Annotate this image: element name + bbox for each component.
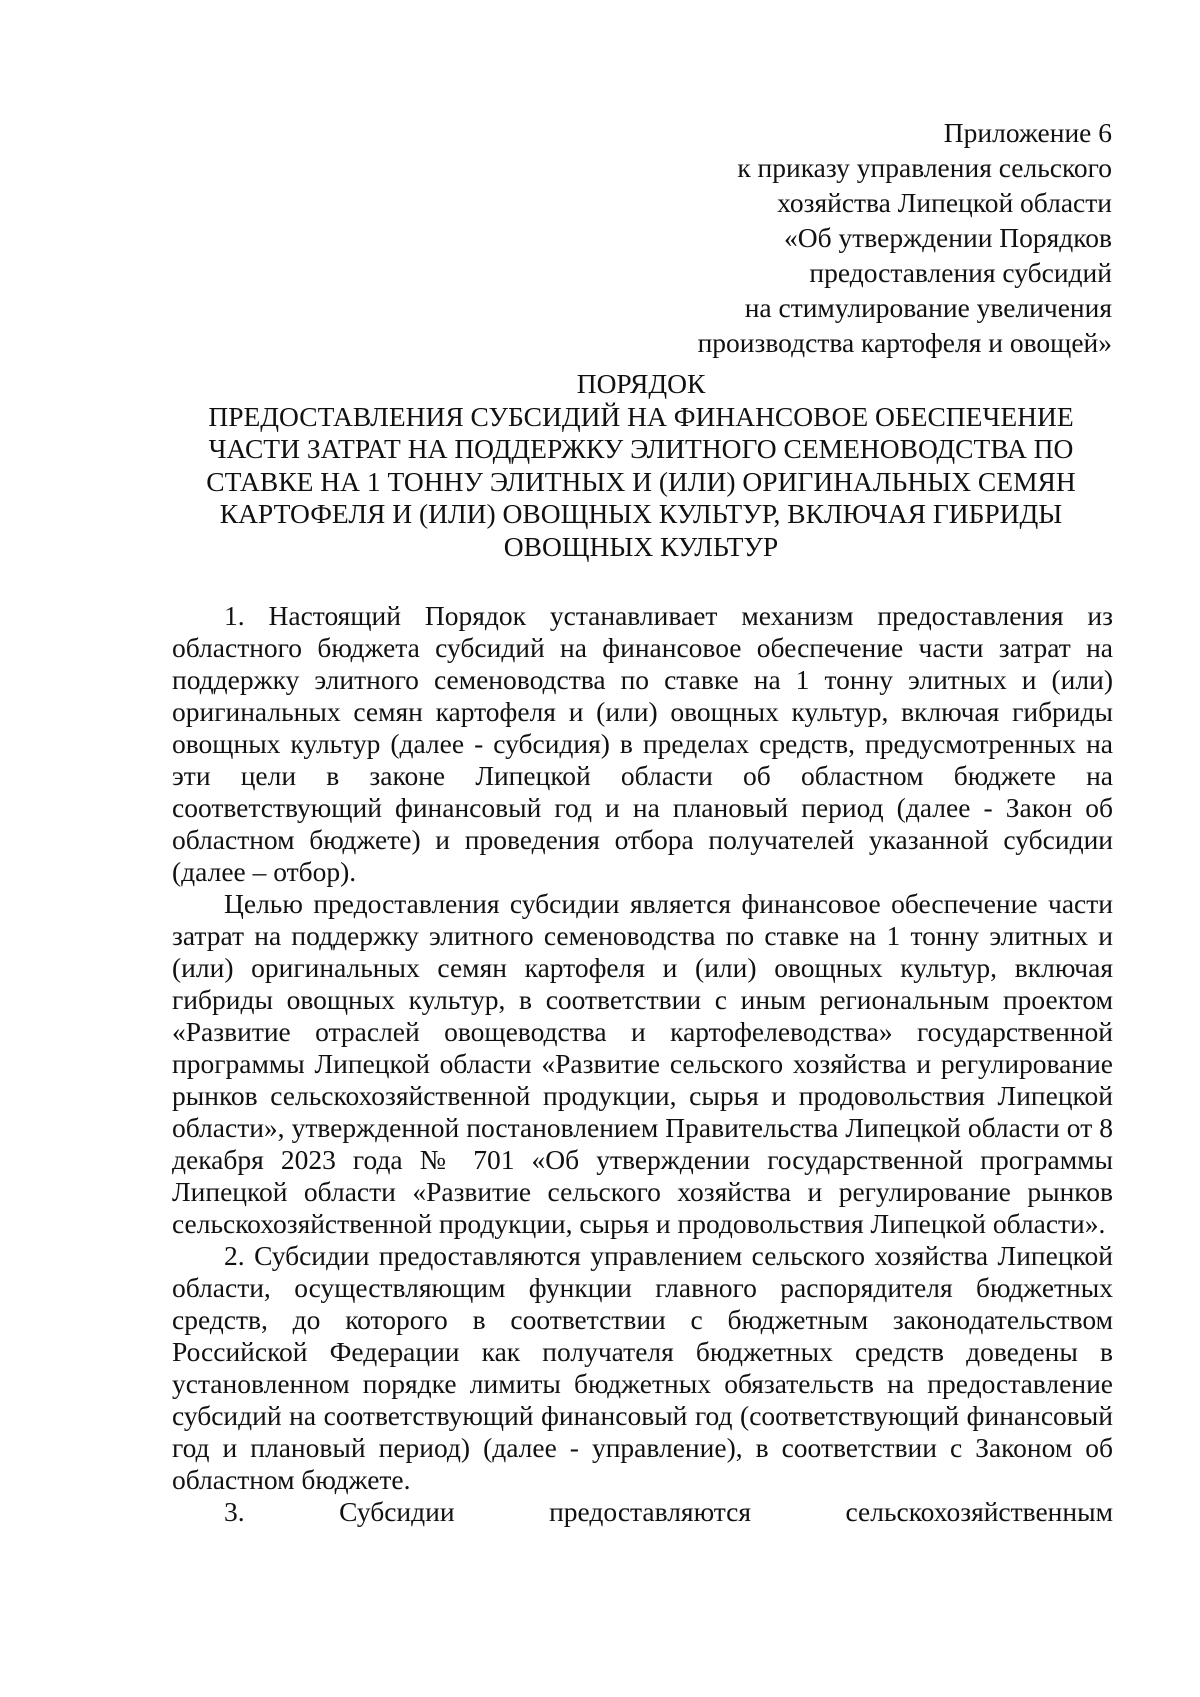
appendix-line: хозяйства Липецкой области	[777, 187, 1112, 218]
appendix-line: предоставления субсидий	[809, 257, 1112, 288]
document-body	[172, 600, 1113, 1528]
appendix-line: «Об утверждении Порядков	[784, 222, 1112, 253]
appendix-header	[698, 115, 1112, 360]
appendix-line: на стимулирование увеличения	[744, 292, 1112, 323]
title-line: ПРЕДОСТАВЛЕНИЯ СУБСИДИЙ НА ФИНАНСОВОЕ ОБЕСПЕЧЕНИЕ	[208, 400, 1074, 432]
paragraph-3: 3. Субсидии предоставляются сельскохозяйственным	[224, 1496, 1113, 1527]
paragraph-purpose: Целью предоставления субсидии является финансовое обеспечение части затрат на поддержку элитного семеноводства по ставке на 1 тонну элитных и (или) оригинальных семян картофеля и (или) овощных культур, включая гибриды овощных культур, в соответствии с иным региональным проектом «Развитие отраслей овощеводства и картофелеводства» государственной программы Липецкой области «Развитие сельского хозяйства и регулирование рынков сельскохозяйственной продукции, сырья и продовольствия Липецкой области», утвержденной постановлением Правительства Липецкой области от 8 декабря 2023 года № 701 «Об утверждении государственной программы Липецкой области «Развитие сельского хозяйства и регулирование рынков сельскохозяйственной продукции, сырья и продовольствия Липецкой области».	[172, 888, 1113, 1239]
document-title	[170, 368, 1112, 563]
appendix-line: Приложение 6	[943, 117, 1112, 148]
appendix-line: к приказу управления сельского	[737, 152, 1112, 183]
paragraph-1: 1. Настоящий Порядок устанавливает механизм предоставления из областного бюджета субсидий на финансовое обеспечение части затрат на поддержку элитного семеноводства по ставке на 1 тонну элитных и (или) оригинальных семян картофеля и (или) овощных культур, включая гибриды овощных культур (далее - субсидия) в пределах средств, предусмотренных на эти цели в законе Липецкой области об областном бюджете на соответствующий финансовый год и на плановый период (далее - Закон об областном бюджете) и проведения отбора получателей указанной субсидии (далее – отбор).	[172, 600, 1113, 887]
title-line: КАРТОФЕЛЯ И (ИЛИ) ОВОЩНЫХ КУЛЬТУР, ВКЛЮЧАЯ ГИБРИДЫ	[219, 498, 1063, 529]
title-line: ПОРЯДОК	[576, 368, 706, 399]
title-line: ОВОЩНЫХ КУЛЬТУР	[503, 530, 779, 562]
appendix-line: производства картофеля и овощей»	[697, 327, 1112, 358]
title-line: ЧАСТИ ЗАТРАТ НА ПОДДЕРЖКУ ЭЛИТНОГО СЕМЕНОВОДСТВА ПО	[208, 433, 1074, 464]
paragraph-2: 2. Субсидии предоставляются управлением сельского хозяйства Липецкой области, осуществляющим функции главного распорядителя бюджетных средств, до которого в соответствии с бюджетным законодательством Российской Федерации как получателя бюджетных средств доведены в установленном порядке лимиты бюджетных обязательств на предоставление субсидий на соответствующий финансовый год (соответствующий финансовый год и плановый период) (далее - управление), в соответствии с Законом об областном бюджете.	[172, 1240, 1113, 1495]
title-line: СТАВКЕ НА 1 ТОННУ ЭЛИТНЫХ И (ИЛИ) ОРИГИНАЛЬНЫХ СЕМЯН	[206, 465, 1076, 497]
